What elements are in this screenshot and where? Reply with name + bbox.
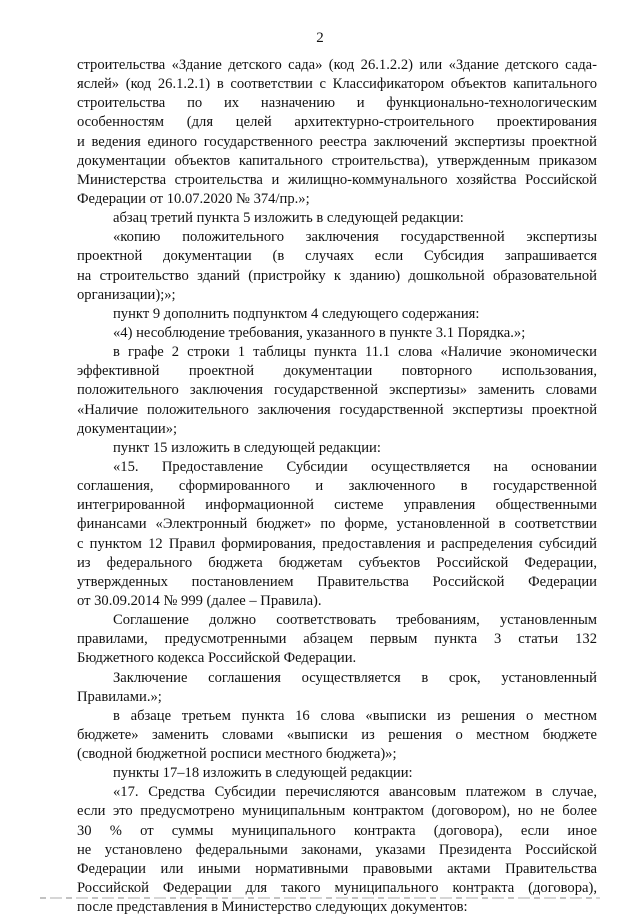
text-line: строительства «Здание детского сада» (код 26.1.2.2) или «Здание детского сада- (77, 57, 597, 73)
text-line: «Наличие положительного заключения государственной экспертизы проектной (77, 401, 597, 418)
text-line: абзац третий пункта 5 изложить в следующей редакции: (113, 210, 464, 227)
text-line: яслей» (код 26.1.2.1) в соответствии с Классификатором объектов капитального (77, 76, 597, 93)
text-line: 30 % от суммы муниципального контракта (договора), если иное (77, 822, 597, 839)
text-line: документации»; (77, 420, 178, 437)
text-line: положительного заключения государственной экспертизы» заменить словами (77, 382, 597, 399)
text-line: Министерства строительства и жилищно-коммунального хозяйства Российской (77, 171, 597, 188)
text-line: утвержденных постановлением Правительства Российской Федерации (77, 573, 597, 590)
text-line: документации объектов капитального строительства), утвержденным приказом (77, 152, 597, 169)
text-line: Соглашение должно соответствовать требованиям, установленным (113, 612, 597, 629)
text-line: из федерального бюджета бюджетам субъектов Российской Федерации, (77, 554, 597, 571)
text-line: в графе 2 строки 1 таблицы пункта 11.1 слова «Наличие экономически (113, 344, 597, 361)
text-line: если это предусмотрено муниципальным контрактом (договором), но не более (77, 803, 597, 820)
document-body (77, 56, 597, 917)
text-line: в абзаце третьем пункта 16 слова «выписки из решения о местном (113, 707, 597, 724)
text-line: от 30.09.2014 № 999 (далее – Правила). (77, 592, 322, 609)
text-line: «4) несоблюдение требования, указанного в пункте 3.1 Порядка.»; (113, 324, 526, 341)
text-line: пункт 15 изложить в следующей редакции: (113, 439, 381, 456)
text-line: не установлено федеральными законами, указами Президента Российской (77, 841, 597, 858)
text-line: пункты 17–18 изложить в следующей редакции: (113, 765, 413, 782)
text-line: Российской Федерации для такого муниципального контракта (договора), (77, 880, 597, 897)
page-number: 2 (316, 30, 324, 46)
text-line: финансами «Электронный бюджет» по форме, установленной в соответствии (77, 516, 597, 533)
text-line: Правилами.»; (77, 688, 162, 705)
text-line: Федерации или иными нормативными правовыми актами Правительства (77, 860, 597, 877)
text-line: организации);»; (77, 286, 176, 303)
text-line: пункт 9 дополнить подпунктом 4 следующего содержания: (113, 305, 480, 322)
text-line: на строительство зданий (пристройку к зданию) дошкольной образовательной (77, 267, 597, 284)
text-line: особенностям (для целей архитектурно-строительного проектирования (77, 114, 597, 131)
text-line: интегрированной информационной системе управления общественными (77, 497, 597, 514)
text-line: эффективной проектной документации повторного использования, (77, 363, 597, 380)
text-line: Федерации от 10.07.2020 № 374/пр.»; (77, 190, 310, 207)
text-line: (сводной бюджетной росписи местного бюджета)»; (77, 746, 397, 763)
text-line: правилами, предусмотренными абзацем первым пункта 3 статьи 132 (77, 631, 597, 648)
scan-artifact-line (40, 897, 600, 899)
text-line: «копию положительного заключения государственной экспертизы (113, 229, 597, 246)
text-line: соглашения, сформированного и заключенного в государственной (77, 478, 597, 495)
text-line: «17. Средства Субсидии перечисляются авансовым платежом в случае, (113, 784, 597, 801)
text-line: проектной документации (в случаях если Субсидия запрашивается (77, 248, 597, 265)
text-line: Заключение соглашения осуществляется в срок, установленный (113, 669, 597, 686)
text-line: бюджете» заменить словами «выписки из решения о местном бюджете (77, 726, 597, 743)
text-line: и ведения единого государственного реестра заключений экспертизы проектной (77, 133, 597, 150)
text-line: «15. Предоставление Субсидии осуществляется на основании (113, 458, 597, 475)
text-line: с пунктом 12 Правил формирования, предоставления и распределения субсидий (77, 535, 597, 552)
text-line: после представления в Министерство следующих документов: (77, 899, 468, 916)
text-line: строительства по их назначению и функционально-технологическим (77, 95, 597, 112)
text-line: Бюджетного кодекса Российской Федерации. (77, 650, 357, 667)
